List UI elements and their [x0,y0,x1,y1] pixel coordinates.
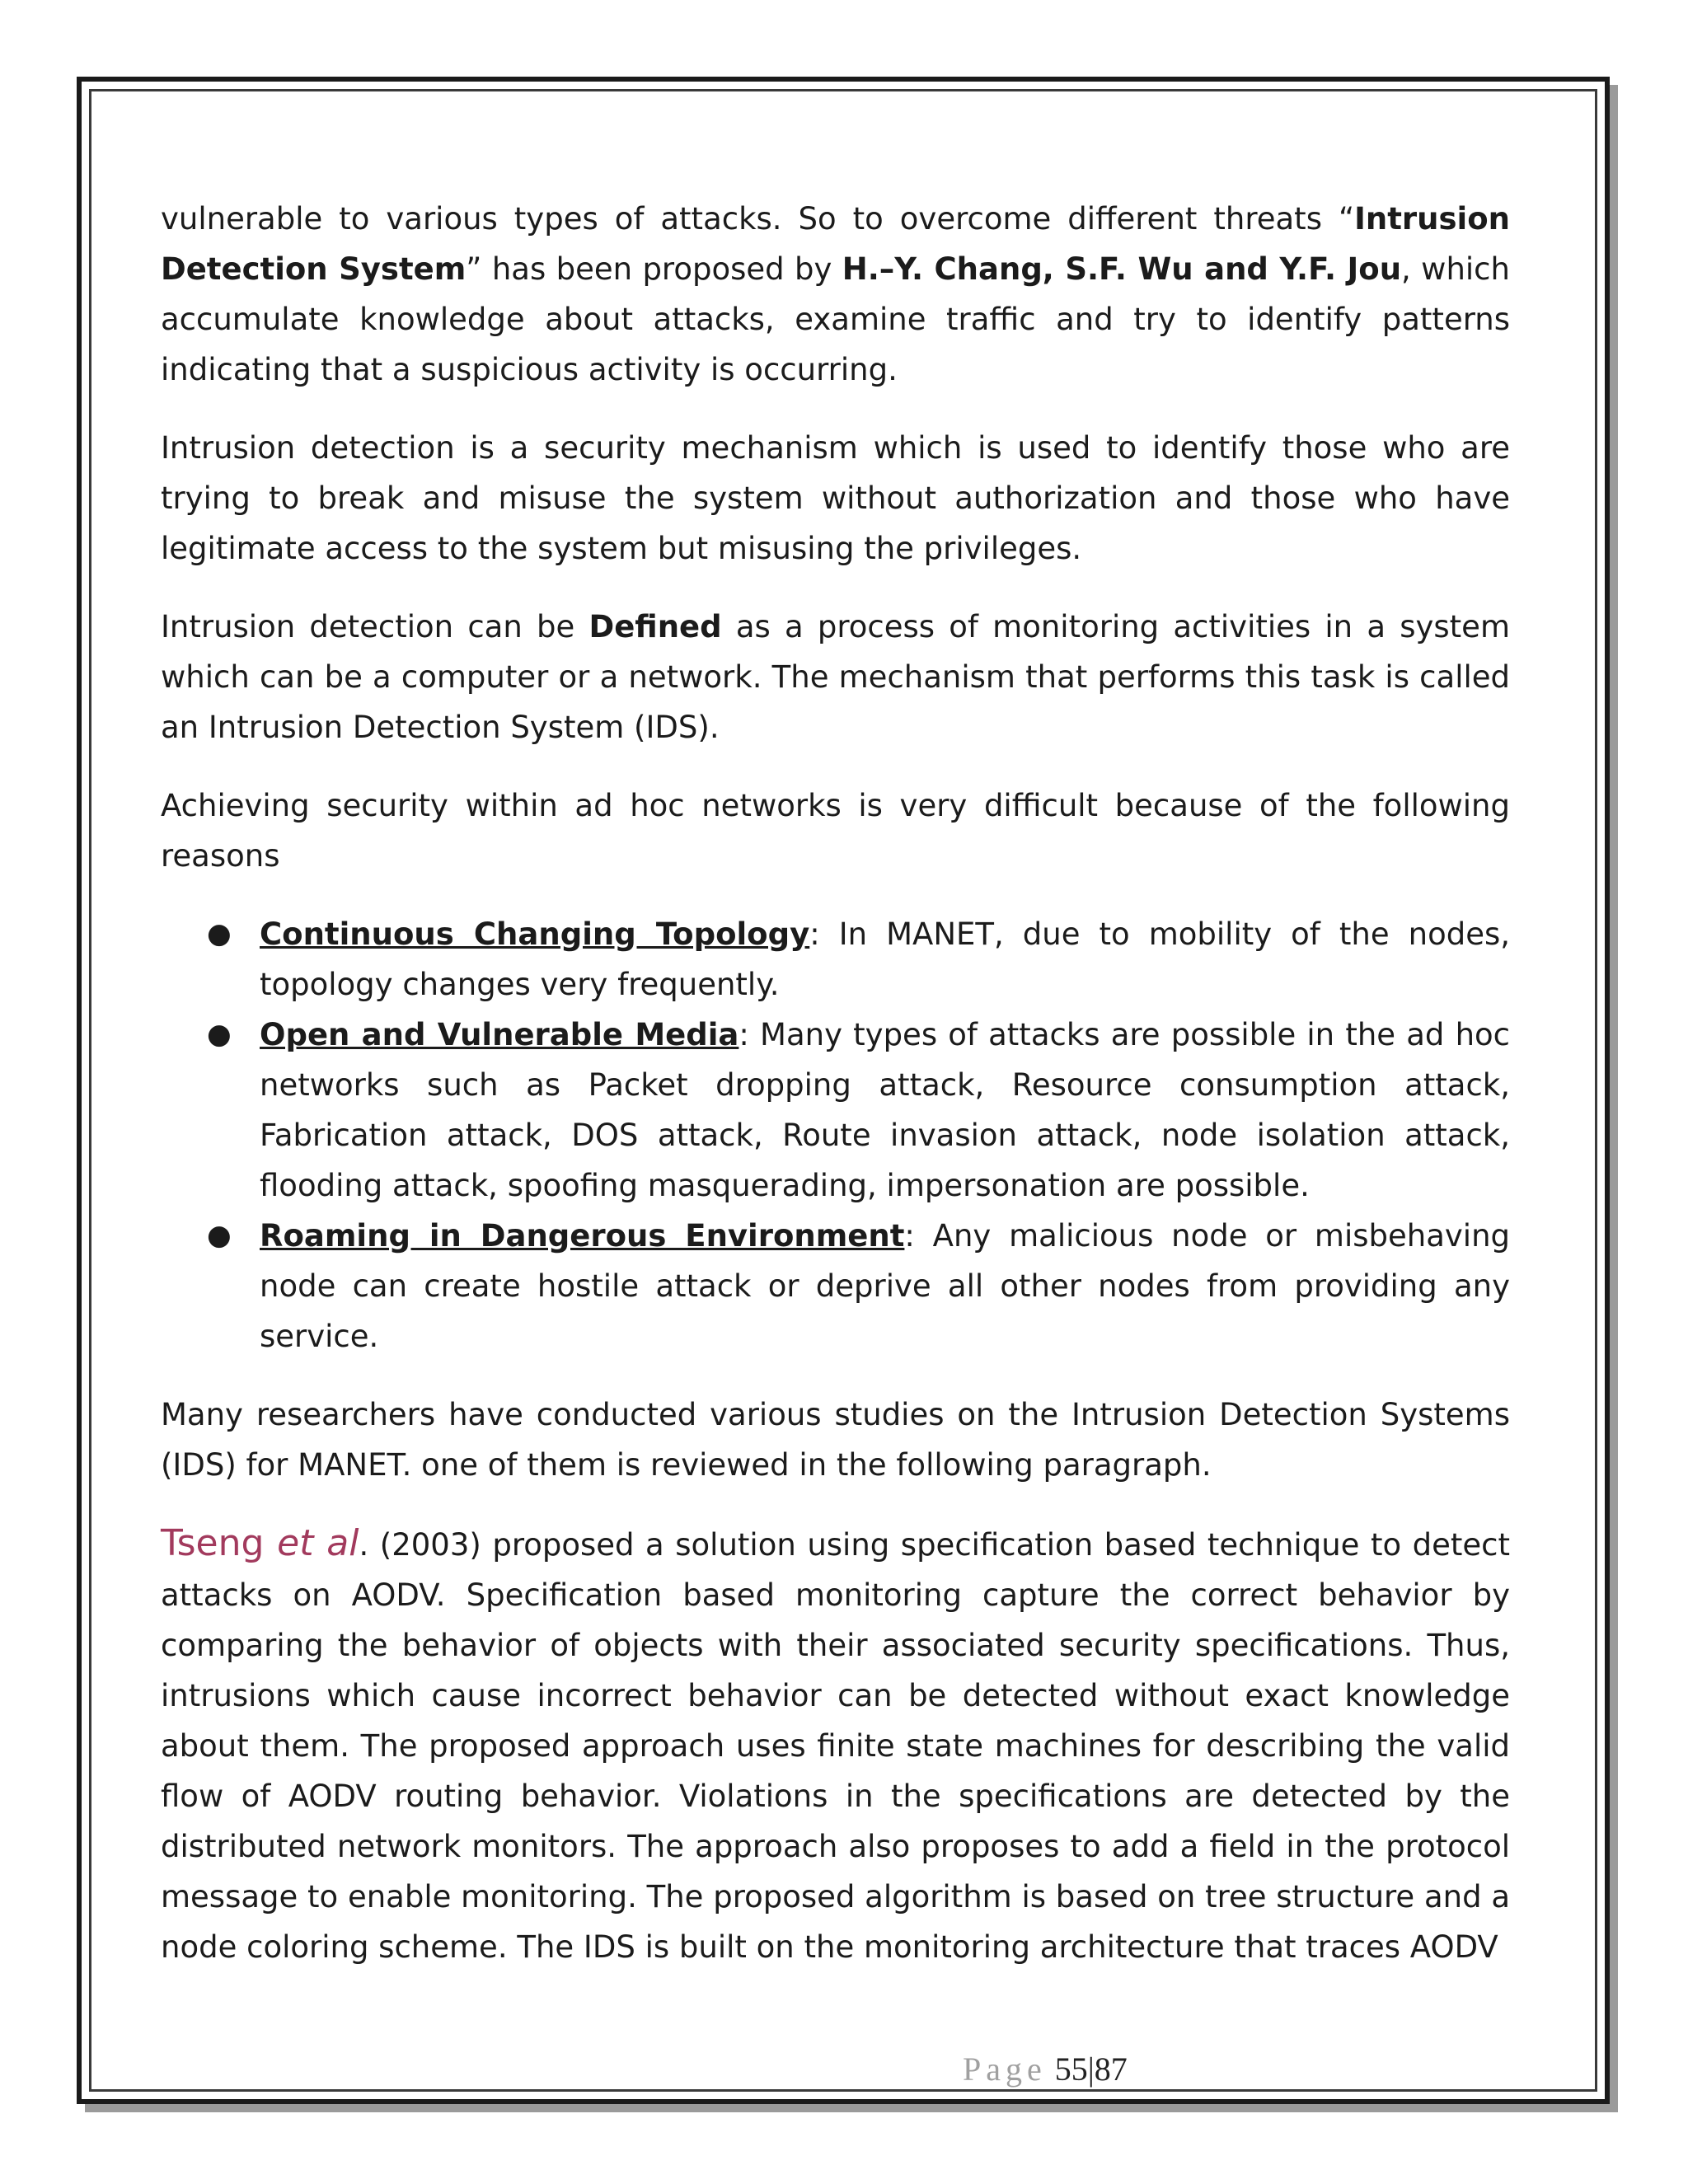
list-item [207,1010,1510,1211]
citation-etal: et al [277,1522,359,1564]
page-number-total: 87 [1094,2050,1128,2088]
page-label: Page [963,2050,1047,2088]
paragraph-definition [161,602,1510,752]
intro-text-1: vulnerable to various types of attacks. So to overcome different threats “ [161,201,1355,237]
reasons-list [161,909,1510,1361]
page-separator: | [1087,2050,1095,2088]
paragraph-intrusion-detection: Intrusion detection is a security mechanism which is used to identify those who are trying to break and misuse the system without authorization and those who have legitimate access to the system but misusing the privileges. [161,430,1510,566]
bullet-text: : In MANET, due to mobility of the nodes, topology changes very frequently. [260,916,1510,1002]
intro-paragraph [161,194,1510,395]
intro-text-2: ” has been proposed by [466,251,842,287]
bullet-text: : Many types of attacks are possible in the ad hoc networks such as Packet dropping attack, Resource consumption attack, Fabrication attack, DOS attack, Route invasion attack, node isolation attack, flooding attack, spoofing masquerading, impersonation are possible. [260,1017,1510,1203]
authors: H.–Y. Chang, S.F. Wu and Y.F. Jou [842,251,1402,287]
paragraph-tseng [161,1518,1510,1972]
citation-dot: . [359,1527,369,1563]
bullet-term: Roaming in Dangerous Environment [260,1218,905,1254]
intro-text-3: , which accumulate knowledge about attacks, examine traffic and try to identify patterns indicating that a suspicious activity is occurring. [161,251,1510,387]
bullet-term: Continuous Changing Topology [260,916,810,952]
paragraph-reasons: Achieving security within ad hoc networks is very difficult because of the following reasons [161,788,1510,874]
page-footer [963,2050,1128,2088]
bullet-icon: ● [207,1018,232,1051]
defined-term: Defined [588,609,722,644]
citation-name: Tseng [161,1522,278,1564]
citation [161,1522,359,1564]
bullet-icon: ● [207,917,232,950]
ids-term: Intrusion Detection System [161,201,1510,287]
page-content [161,194,1510,2000]
bullet-text: : Any malicious node or misbehaving node can create hostile attack or deprive all other nodes from providing any service. [260,1218,1511,1354]
definition-text-1: Intrusion detection can be [161,609,589,644]
definition-text-2: as a process of monitoring activities in a system which can be a computer or a network. The mechanism that performs this task is called an Intrusion Detection System (IDS). [161,609,1510,745]
tseng-text: (2003) proposed a solution using specification based technique to detect attacks on AODV. Specification based monitoring capture the correct behavior by comparing the behavior of objects with their associated security specifications. Thus, intrusions which cause incorrect behavior can be detected without exact knowledge about them. The proposed approach uses finite state machines for describing the valid flow of AODV routing behavior. Violations in the specifications are detected by the distributed network monitors. The approach also proposes to add a field in the protocol message to enable monitoring. The proposed algorithm is based on tree structure and a node coloring scheme. The IDS is built on the monitoring architecture that traces AODV [161,1527,1510,1965]
paragraph-researchers: Many researchers have conducted various studies on the Intrusion Detection Systems (IDS) for MANET. one of them is reviewed in the following paragraph. [161,1397,1510,1483]
list-item [207,909,1510,1010]
bullet-icon: ● [207,1219,232,1252]
bullet-term: Open and Vulnerable Media [260,1017,739,1052]
page-number-current: 55 [1054,2050,1088,2088]
list-item [207,1211,1511,1361]
